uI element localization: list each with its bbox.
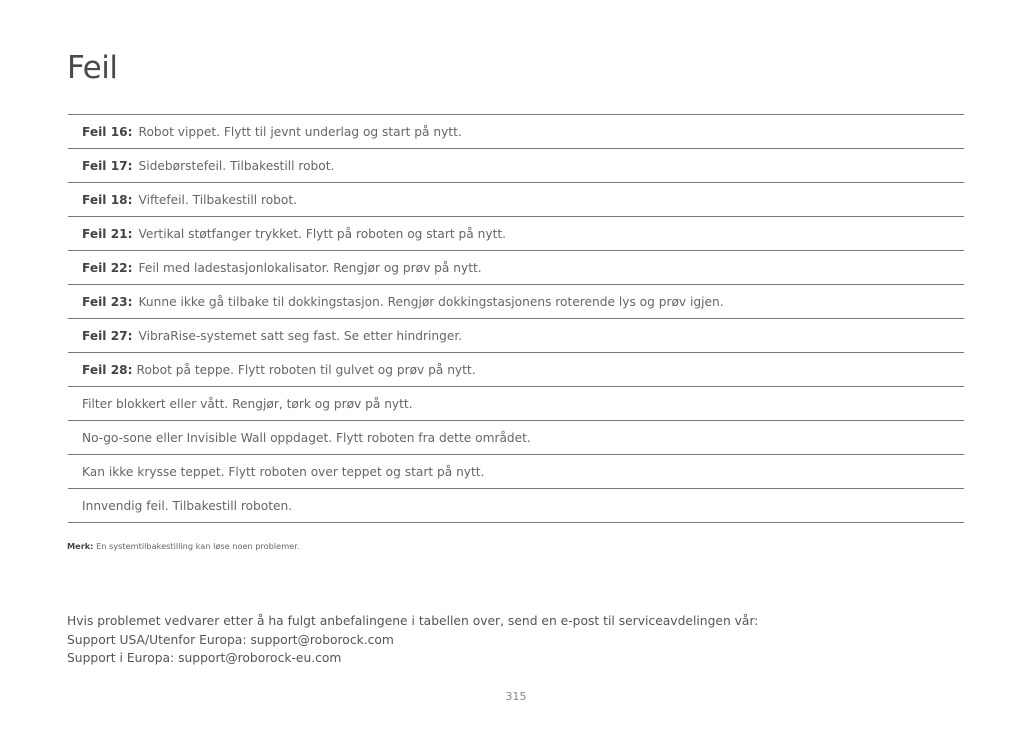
table-row xyxy=(68,319,964,353)
note-label: Merk: xyxy=(67,541,94,551)
table-row xyxy=(68,353,964,387)
table-row xyxy=(68,217,964,251)
support-europe: Support i Europa: support@roborock-eu.com xyxy=(67,651,342,665)
error-code: Feil 18: xyxy=(82,192,133,207)
contact-info xyxy=(67,612,758,668)
error-description: No-go-sone eller Invisible Wall oppdaget. Flytt roboten fra dette området. xyxy=(82,430,531,445)
error-code: Feil 21: xyxy=(82,226,133,241)
table-row xyxy=(68,455,964,489)
error-description: Kunne ikke gå tilbake til dokkingstasjon. Rengjør dokkingstasjonens roterende lys og prøv igjen. xyxy=(138,294,724,309)
table-row xyxy=(68,115,964,149)
error-table xyxy=(68,114,964,523)
error-code: Feil 23: xyxy=(82,294,133,309)
table-row xyxy=(68,489,964,523)
table-row xyxy=(68,149,964,183)
error-description: Sidebørstefeil. Tilbakestill robot. xyxy=(138,158,335,173)
table-row xyxy=(68,421,964,455)
note-text: En systemtilbakestilling kan løse noen problemer. xyxy=(96,541,300,551)
table-row xyxy=(68,183,964,217)
error-code: Feil 28: xyxy=(82,362,133,377)
error-code: Feil 22: xyxy=(82,260,133,275)
contact-intro: Hvis problemet vedvarer etter å ha fulgt anbefalingene i tabellen over, send en e-post til serviceavdelingen vår: xyxy=(67,614,759,628)
error-code: Feil 27: xyxy=(82,328,133,343)
note xyxy=(67,541,299,551)
error-description: Feil med ladestasjonlokalisator. Rengjør og prøv på nytt. xyxy=(138,260,482,275)
error-description: Innvendig feil. Tilbakestill roboten. xyxy=(82,498,293,513)
error-description: Kan ikke krysse teppet. Flytt roboten over teppet og start på nytt. xyxy=(82,464,485,479)
page-number: 315 xyxy=(505,690,527,703)
error-code: Feil 16: xyxy=(82,124,133,139)
table-row xyxy=(68,387,964,421)
support-usa: Support USA/Utenfor Europa: support@roborock.com xyxy=(67,632,394,647)
error-description: Robot på teppe. Flytt roboten til gulvet og prøv på nytt. xyxy=(136,362,476,377)
table-row xyxy=(68,251,964,285)
error-description: Robot vippet. Flytt til jevnt underlag og start på nytt. xyxy=(138,124,462,139)
error-description: Filter blokkert eller vått. Rengjør, tørk og prøv på nytt. xyxy=(82,396,413,411)
error-code: Feil 17: xyxy=(82,158,133,173)
table-row xyxy=(68,285,964,319)
error-description: Vertikal støtfanger trykket. Flytt på roboten og start på nytt. xyxy=(138,226,506,241)
error-description: VibraRise-systemet satt seg fast. Se etter hindringer. xyxy=(138,328,463,343)
error-description: Viftefeil. Tilbakestill robot. xyxy=(138,192,298,207)
page-title: Feil xyxy=(67,50,118,86)
